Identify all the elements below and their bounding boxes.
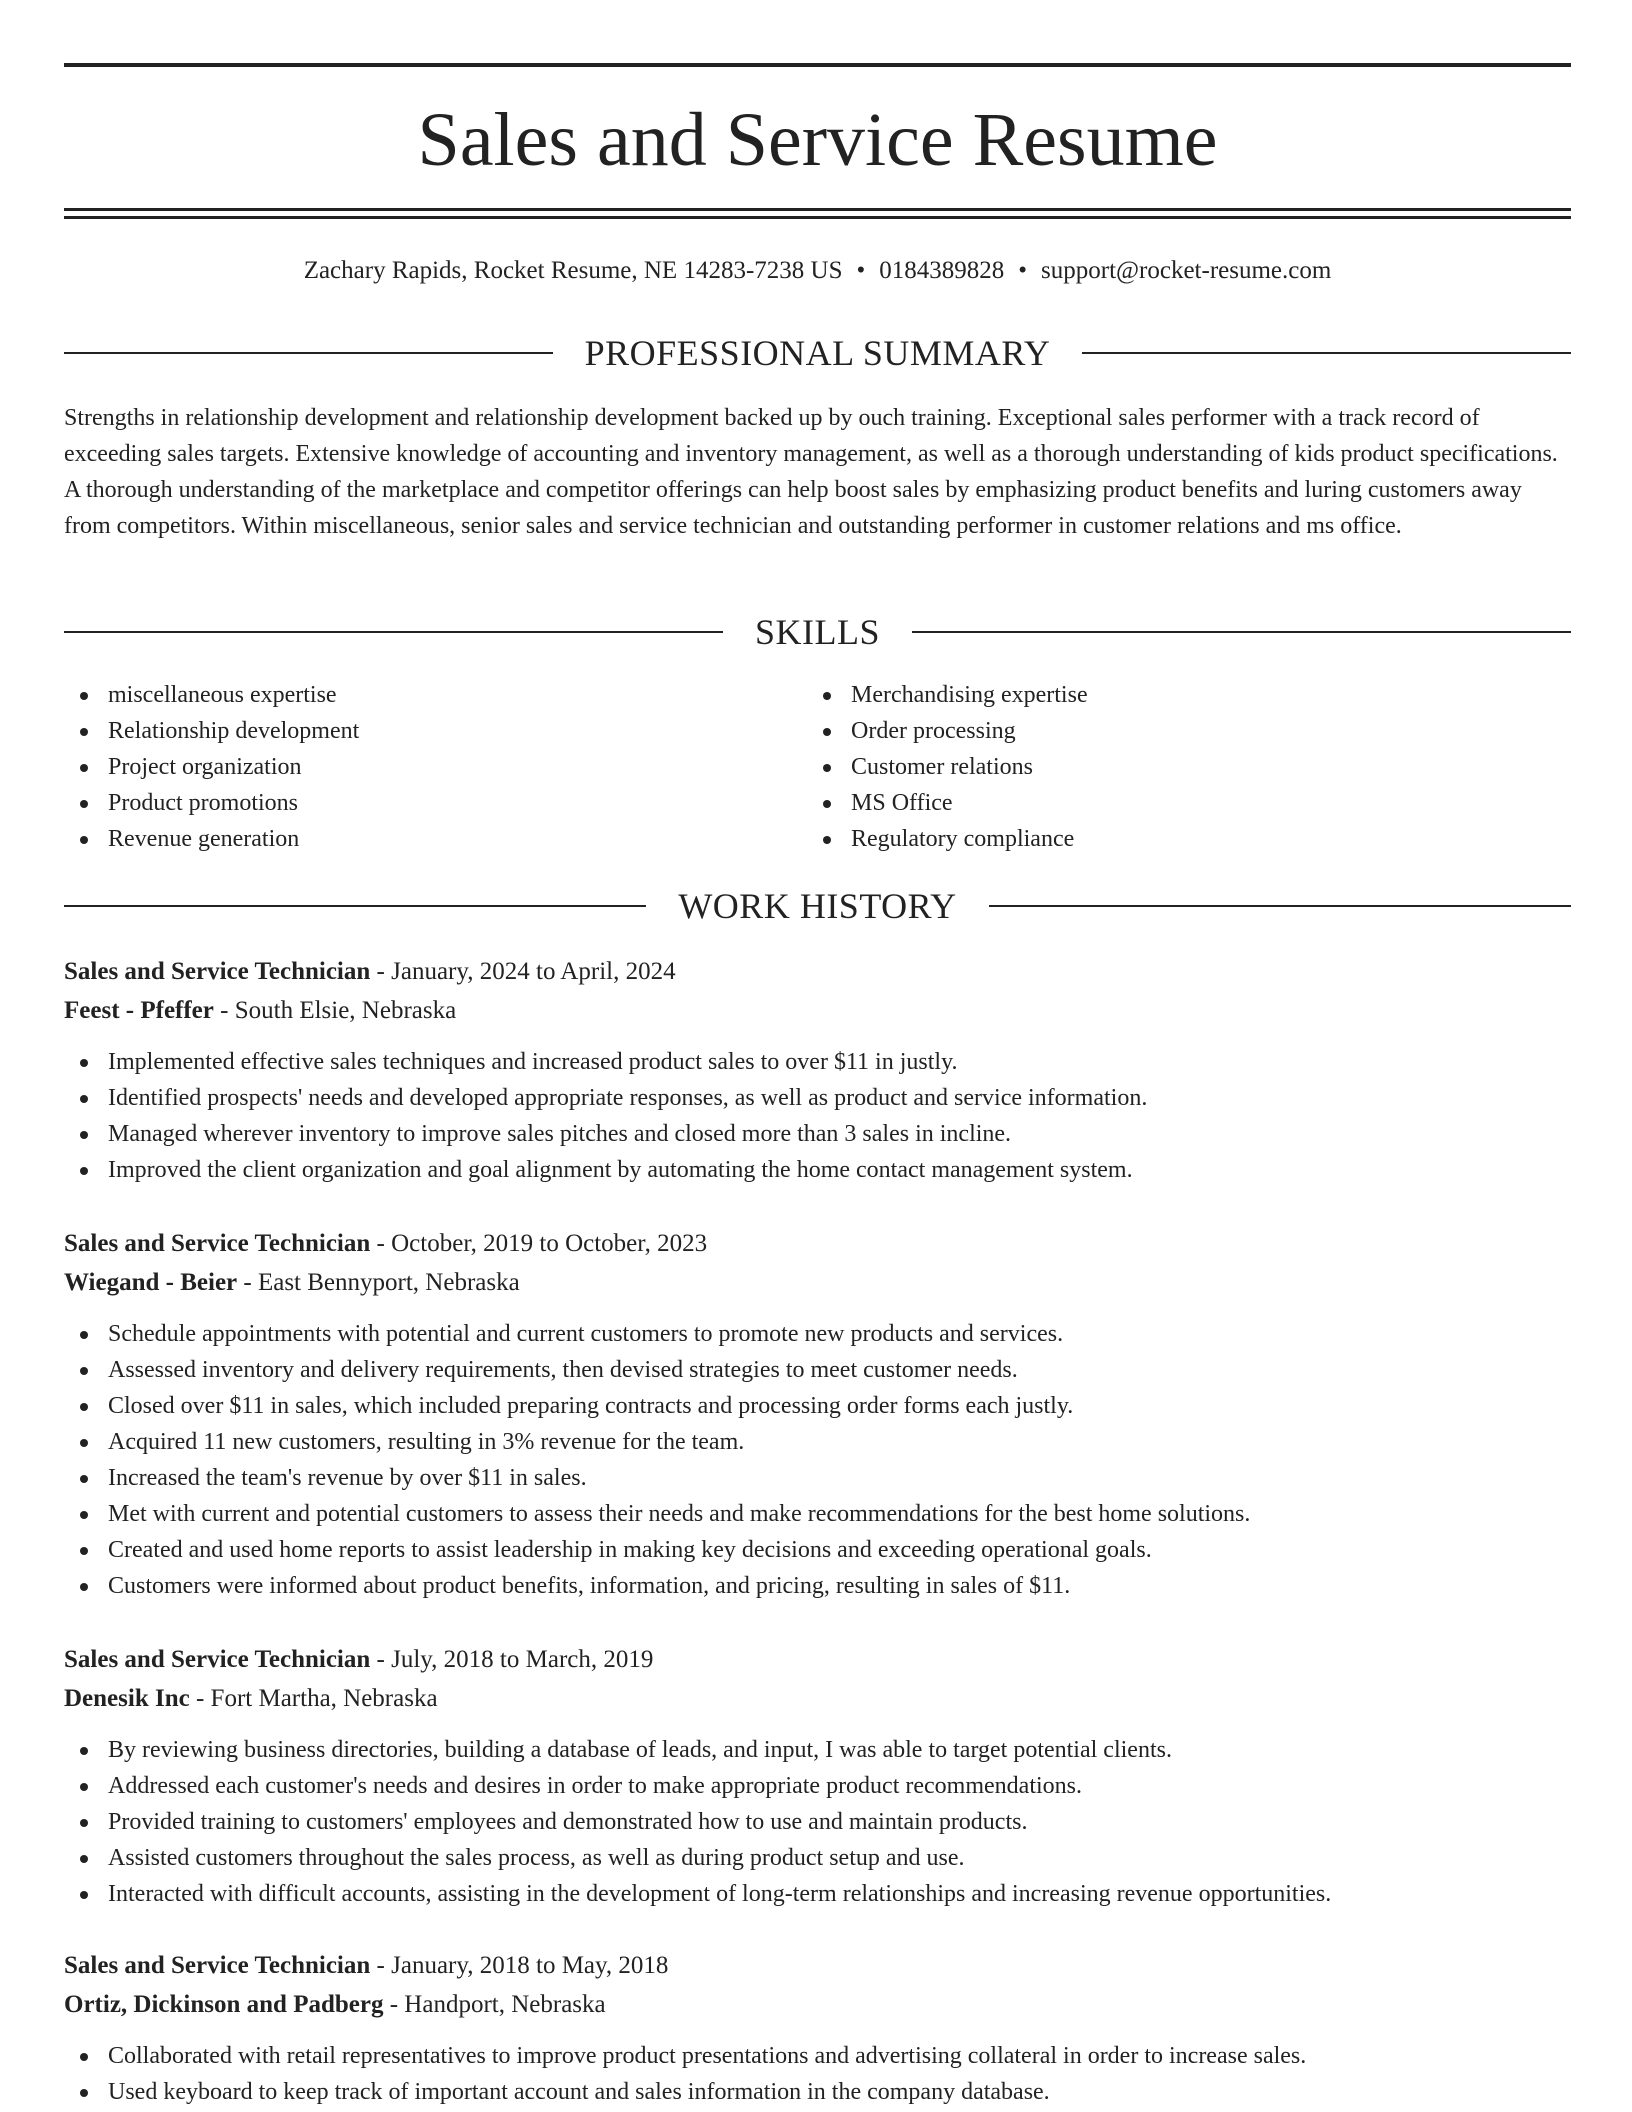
skill-item: Customer relations: [807, 749, 1547, 785]
job-bullet: Used keyboard to keep track of important account and sales information in the company database.: [64, 2074, 1571, 2110]
job-dates: - January, 2024 to April, 2024: [370, 958, 676, 985]
job-entry: [64, 1946, 1571, 2110]
job-dates: - July, 2018 to March, 2019: [370, 1646, 654, 1673]
job-location: - Handport, Nebraska: [383, 1991, 606, 2018]
job-title: Sales and Service Technician: [64, 958, 371, 985]
contact-separator: •: [1018, 257, 1028, 284]
top-divider: [64, 63, 1571, 67]
job-title: Sales and Service Technician: [64, 1952, 371, 1979]
skill-item: MS Office: [807, 785, 1547, 821]
job-company-row: [64, 1985, 1571, 2024]
work-history-heading: [64, 884, 1571, 928]
heading-rule: [64, 905, 646, 907]
skills-list-left: [64, 677, 804, 857]
skill-item: Project organization: [64, 749, 804, 785]
skills-heading: [64, 610, 1571, 654]
job-company: Feest - Pfeffer: [64, 997, 214, 1024]
skill-item: Relationship development: [64, 713, 804, 749]
summary-heading: [64, 331, 1571, 375]
job-bullet: Assisted customers throughout the sales process, as well as during product setup and use.: [64, 1840, 1571, 1876]
job-dates: - October, 2019 to October, 2023: [370, 1230, 708, 1257]
job-title-row: [64, 1640, 1571, 1679]
job-title: Sales and Service Technician: [64, 1230, 371, 1257]
job-bullet: Assessed inventory and delivery requirements, then devised strategies to meet customer needs.: [64, 1352, 1571, 1388]
contact-email: support@rocket-resume.com: [1041, 257, 1332, 284]
job-bullet: Implemented effective sales techniques and increased product sales to over $11 in justly.: [64, 1044, 1571, 1080]
job-location: - Fort Martha, Nebraska: [189, 1685, 438, 1712]
job-location: - South Elsie, Nebraska: [213, 997, 457, 1024]
job-bullet: Addressed each customer's needs and desires in order to make appropriate product recommendations.: [64, 1768, 1571, 1804]
job-bullet: Provided training to customers' employees and demonstrated how to use and maintain products.: [64, 1804, 1571, 1840]
job-bullet: Closed over $11 in sales, which included preparing contracts and processing order forms each justly.: [64, 1388, 1571, 1424]
skill-item: Regulatory compliance: [807, 821, 1547, 857]
heading-rule: [912, 631, 1571, 633]
contact-address: Zachary Rapids, Rocket Resume, NE 14283-7238 US: [303, 257, 843, 284]
job-location: - East Bennyport, Nebraska: [237, 1269, 520, 1296]
job-company-row: [64, 1679, 1571, 1718]
skill-item: miscellaneous expertise: [64, 677, 804, 713]
job-bullets: [64, 1316, 1571, 1604]
title-divider-lower: [64, 216, 1571, 219]
skill-item: Merchandising expertise: [807, 677, 1547, 713]
heading-rule: [64, 631, 723, 633]
job-bullet: Created and used home reports to assist leadership in making key decisions and exceeding operational goals.: [64, 1532, 1571, 1568]
title-divider-upper: [64, 208, 1571, 211]
job-company-row: [64, 1263, 1571, 1302]
job-bullet: Identified prospects' needs and developed appropriate responses, as well as product and service information.: [64, 1080, 1571, 1116]
job-company: Wiegand - Beier: [64, 1269, 238, 1296]
job-entry: [64, 952, 1571, 1188]
heading-rule: [1082, 352, 1571, 354]
contact-phone: 0184389828: [879, 257, 1005, 284]
skill-item: Product promotions: [64, 785, 804, 821]
skills-list-right: [807, 677, 1547, 857]
job-bullet: Managed wherever inventory to improve sales pitches and closed more than 3 sales in incline.: [64, 1116, 1571, 1152]
job-title-row: [64, 952, 1571, 991]
job-title-row: [64, 1224, 1571, 1263]
professional-summary-text: Strengths in relationship development and relationship development backed up by ouch training. Exceptional sales performer with a track record of exceeding sales targets. Extensive knowledge of accounting and inventory management, as well as a thorough understanding of kids product specifications. A thorough understanding of the marketplace and competitor offerings can help boost sales by emphasizing product benefits and luring customers away from competitors. Within miscellaneous, senior sales and service technician and outstanding performer in customer relations and ms office.: [64, 405, 1558, 539]
job-dates: - January, 2018 to May, 2018: [370, 1952, 669, 1979]
job-bullet: Met with current and potential customers to assess their needs and make recommendations for the best home solutions.: [64, 1496, 1571, 1532]
contact-separator: •: [856, 257, 866, 284]
job-bullets: [64, 1044, 1571, 1188]
heading-rule: [64, 352, 553, 354]
job-company: Ortiz, Dickinson and Padberg: [64, 1991, 384, 2018]
job-bullet: Customers were informed about product benefits, information, and pricing, resulting in sales of $11.: [64, 1568, 1571, 1604]
job-entry: [64, 1640, 1571, 1912]
resume-title: Sales and Service Resume: [417, 98, 1218, 182]
heading-rule: [989, 905, 1571, 907]
job-bullet: Acquired 11 new customers, resulting in 3% revenue for the team.: [64, 1424, 1571, 1460]
job-bullet: Increased the team's revenue by over $11 in sales.: [64, 1460, 1571, 1496]
job-bullet: By reviewing business directories, building a database of leads, and input, I was able to target potential clients.: [64, 1732, 1571, 1768]
job-title-row: [64, 1946, 1571, 1985]
job-bullet: Improved the client organization and goal alignment by automating the home contact management system.: [64, 1152, 1571, 1188]
skills-heading-label: SKILLS: [755, 612, 881, 652]
work-history-heading-label: WORK HISTORY: [678, 886, 957, 926]
job-title: Sales and Service Technician: [64, 1646, 371, 1673]
contact-line: [64, 253, 1571, 289]
job-bullet: Collaborated with retail representatives to improve product presentations and advertising collateral in order to increase sales.: [64, 2038, 1571, 2074]
job-bullets: [64, 1732, 1571, 1912]
summary-heading-label: PROFESSIONAL SUMMARY: [584, 333, 1051, 373]
job-bullet: Interacted with difficult accounts, assisting in the development of long-term relationships and increasing revenue opportunities.: [64, 1876, 1571, 1912]
skill-item: Order processing: [807, 713, 1547, 749]
job-bullets: [64, 2038, 1571, 2110]
job-bullet: Schedule appointments with potential and current customers to promote new products and services.: [64, 1316, 1571, 1352]
job-company: Denesik Inc: [64, 1685, 190, 1712]
job-company-row: [64, 991, 1571, 1030]
skill-item: Revenue generation: [64, 821, 804, 857]
job-entry: [64, 1224, 1571, 1604]
